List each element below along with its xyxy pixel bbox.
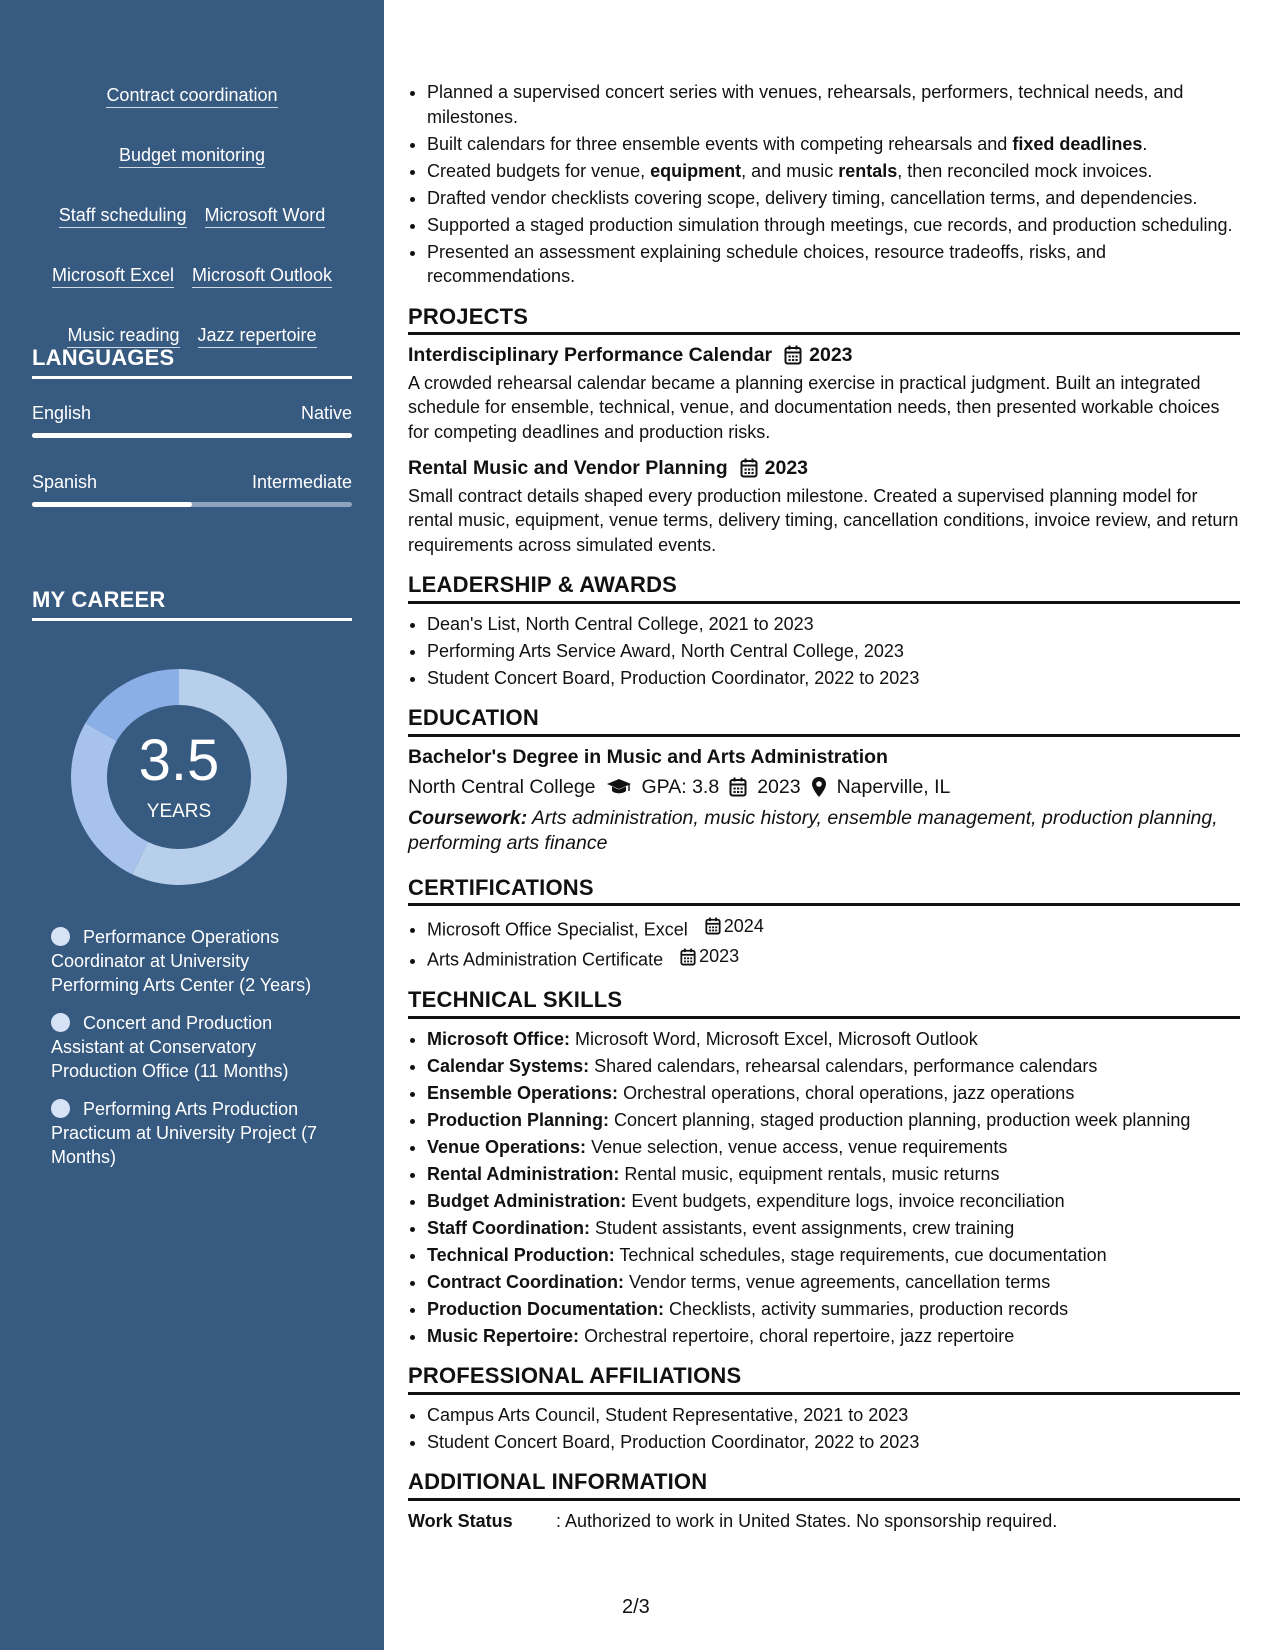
project-date bbox=[740, 456, 808, 481]
list-item: • Student Concert Board, Production Coordinator, 2022 to 2023 bbox=[427, 666, 1240, 691]
technical-skill-item bbox=[427, 1243, 1240, 1268]
degree-title: Bachelor's Degree in Music and Arts Administration bbox=[408, 745, 888, 768]
project-title: Interdisciplinary Performance Calendar bbox=[408, 344, 773, 366]
technical-skill-label: Production Planning: bbox=[427, 1109, 609, 1130]
career-years-label: YEARS bbox=[146, 801, 212, 822]
certification-name: Microsoft Office Specialist, Excel bbox=[427, 919, 688, 940]
technical-skill-item bbox=[427, 1108, 1240, 1133]
main-content bbox=[408, 80, 1240, 1533]
technical-skill-value: Concert planning, staged production planning, production week planning bbox=[614, 1109, 1191, 1130]
career-item bbox=[51, 925, 331, 997]
certification-name: Arts Administration Certificate bbox=[427, 949, 664, 970]
technical-skill-value: Venue selection, venue access, venue requirements bbox=[591, 1136, 1008, 1157]
list-item: • Campus Arts Council, Student Representative, 2021 to 2023 bbox=[427, 1403, 1240, 1428]
technical-skill-item bbox=[427, 1054, 1240, 1079]
project-date bbox=[784, 343, 852, 368]
project-title: Rental Music and Vendor Planning bbox=[408, 457, 728, 479]
career-item bbox=[51, 1097, 331, 1169]
leadership-list bbox=[408, 612, 1240, 691]
technical-skill-label: Staff Coordination: bbox=[427, 1217, 590, 1238]
experience-bullets bbox=[408, 80, 1240, 289]
certifications-list bbox=[408, 914, 1240, 972]
certification-year: 2024 bbox=[723, 916, 764, 936]
skills-tag-list bbox=[28, 84, 356, 348]
language-proficiency-bar bbox=[32, 433, 352, 438]
project-description: Small contract details shaped every production milestone. Created a supervised planning model for rental music, equipment, venue terms, delivery timing, cancellation conditions, invoice review, and return requirements across simulated events. bbox=[408, 485, 1239, 555]
skill-tag: Microsoft Outlook bbox=[192, 264, 332, 288]
languages-heading: LANGUAGES bbox=[32, 345, 352, 379]
skill-tag: Budget monitoring bbox=[119, 144, 265, 168]
skill-tag: Microsoft Word bbox=[205, 204, 326, 228]
school-name: North Central College bbox=[408, 776, 596, 798]
technical-skill-value: Event budgets, expenditure logs, invoice reconciliation bbox=[631, 1190, 1065, 1211]
project-description: A crowded rehearsal calendar became a planning exercise in practical judgment. Built an integrated schedule for ensemble, technical, venue, and documentation needs, then presented workable choices for competing deadlines and production risks. bbox=[408, 372, 1220, 442]
sidebar bbox=[0, 0, 384, 1650]
language-level: Intermediate bbox=[251, 472, 352, 492]
education-heading: EDUCATION bbox=[408, 706, 1240, 737]
skill-tag: Jazz repertoire bbox=[198, 324, 317, 348]
language-name: Spanish bbox=[32, 472, 98, 492]
technical-skill-value: Student assistants, event assignments, crew training bbox=[595, 1217, 1015, 1238]
additional-info-heading: ADDITIONAL INFORMATION bbox=[408, 1470, 1240, 1501]
language-proficiency-bar bbox=[32, 502, 352, 507]
technical-skill-value: Orchestral operations, choral operations, jazz operations bbox=[623, 1082, 1075, 1103]
certification-year: 2023 bbox=[699, 946, 740, 967]
language-level: Native bbox=[300, 403, 352, 423]
coursework-text: Arts administration, music history, ensemble management, production planning, performing arts finance bbox=[408, 806, 1218, 854]
language-proficiency-fill bbox=[32, 502, 192, 507]
bullet-dot-icon bbox=[51, 1099, 70, 1118]
technical-skills-list bbox=[408, 1027, 1240, 1349]
page-number: 2/3 bbox=[622, 1596, 650, 1618]
calendar-icon bbox=[705, 917, 721, 935]
technical-skill-item bbox=[427, 1081, 1240, 1106]
work-status-row bbox=[408, 1509, 1240, 1534]
map-pin-icon bbox=[811, 776, 827, 798]
certification-date bbox=[680, 944, 739, 969]
language-proficiency-fill bbox=[32, 433, 352, 438]
technical-skill-label: Microsoft Office: bbox=[427, 1028, 571, 1049]
list-item: • Performing Arts Service Award, North Central College, 2023 bbox=[427, 639, 1240, 664]
location-text: Naperville, IL bbox=[836, 776, 951, 798]
list-item: • Built calendars for three ensemble events with competing rehearsals and fixed deadlines. bbox=[427, 132, 1240, 157]
list-item: • Created budgets for venue, equipment, and music rentals, then reconciled mock invoices. bbox=[427, 159, 1240, 184]
technical-skill-value: Orchestral repertoire, choral repertoire, jazz repertoire bbox=[584, 1325, 1015, 1346]
career-item-text: Performance Operations Coordinator at University Performing Arts Center (2 Years) bbox=[51, 927, 312, 995]
bullet-dot-icon bbox=[51, 927, 70, 946]
career-item-text: Concert and Production Assistant at Conservatory Production Office (11 Months) bbox=[51, 1013, 289, 1081]
language-name: English bbox=[32, 403, 92, 423]
technical-skill-label: Budget Administration: bbox=[427, 1190, 627, 1211]
calendar-icon bbox=[784, 345, 802, 365]
technical-skill-label: Ensemble Operations: bbox=[427, 1082, 619, 1103]
list-item: • Presented an assessment explaining schedule choices, resource tradeoffs, risks, and recommendations. bbox=[427, 240, 1240, 289]
list-item bbox=[427, 944, 1240, 972]
career-years-value: 3.5 bbox=[138, 728, 220, 793]
career-item bbox=[51, 1011, 331, 1083]
gpa-value: GPA: 3.8 bbox=[641, 776, 720, 798]
project-title-row bbox=[408, 343, 1240, 368]
list-item: • Supported a staged production simulation through meetings, cue records, and production scheduling. bbox=[427, 213, 1240, 238]
coursework-label: Coursework: bbox=[408, 806, 528, 829]
graduation-cap-icon bbox=[606, 778, 632, 796]
calendar-icon bbox=[740, 458, 758, 478]
skill-tag: Staff scheduling bbox=[59, 204, 187, 228]
skill-tag: Microsoft Excel bbox=[52, 264, 174, 288]
list-item: • Drafted vendor checklists covering scope, delivery timing, cancellation terms, and dependencies. bbox=[427, 186, 1240, 211]
bullet-dot-icon bbox=[51, 1013, 70, 1032]
technical-skill-item bbox=[427, 1135, 1240, 1160]
project-year: 2023 bbox=[809, 344, 853, 366]
technical-skill-value: Technical schedules, stage requirements, cue documentation bbox=[619, 1244, 1107, 1265]
calendar-icon bbox=[729, 777, 747, 797]
affiliations-list bbox=[408, 1403, 1240, 1455]
graduation-year: 2023 bbox=[757, 776, 801, 798]
technical-skill-label: Venue Operations: bbox=[427, 1136, 587, 1157]
technical-skill-label: Music Repertoire: bbox=[427, 1325, 580, 1346]
language-row-english bbox=[32, 403, 352, 424]
list-item: • Planned a supervised concert series with venues, rehearsals, performers, technical needs, and milestones. bbox=[427, 80, 1240, 129]
technical-skill-label: Production Documentation: bbox=[427, 1298, 664, 1319]
technical-skill-label: Contract Coordination: bbox=[427, 1271, 624, 1292]
technical-skill-value: Rental music, equipment rentals, music returns bbox=[624, 1163, 1000, 1184]
technical-skill-label: Rental Administration: bbox=[427, 1163, 620, 1184]
education-details bbox=[408, 775, 1240, 800]
certification-date bbox=[705, 914, 764, 939]
language-row-spanish bbox=[32, 472, 352, 493]
list-item bbox=[427, 914, 1240, 942]
technical-skill-item bbox=[427, 1216, 1240, 1241]
technical-skill-value: Microsoft Word, Microsoft Excel, Microsoft Outlook bbox=[575, 1028, 978, 1049]
career-heading: MY CAREER bbox=[32, 587, 352, 621]
projects-heading: PROJECTS bbox=[408, 305, 1240, 336]
technical-skill-label: Calendar Systems: bbox=[427, 1055, 590, 1076]
technical-skill-label: Technical Production: bbox=[427, 1244, 615, 1265]
technical-skill-item bbox=[427, 1297, 1240, 1322]
technical-skill-item bbox=[427, 1027, 1240, 1052]
list-item: • Student Concert Board, Production Coordinator, 2022 to 2023 bbox=[427, 1430, 1240, 1455]
list-item: • Dean's List, North Central College, 2021 to 2023 bbox=[427, 612, 1240, 637]
work-status-value: : Authorized to work in United States. No sponsorship required. bbox=[556, 1510, 1058, 1531]
career-item-text: Performing Arts Production Practicum at University Project (7 Months) bbox=[51, 1099, 318, 1167]
coursework bbox=[408, 806, 1240, 856]
skill-tag: Music reading bbox=[67, 324, 179, 348]
technical-skill-item bbox=[427, 1270, 1240, 1295]
technical-skill-value: Shared calendars, rehearsal calendars, performance calendars bbox=[594, 1055, 1098, 1076]
certifications-heading: CERTIFICATIONS bbox=[408, 876, 1240, 907]
technical-skill-item bbox=[427, 1162, 1240, 1187]
school-location bbox=[811, 775, 951, 800]
technical-skill-value: Checklists, activity summaries, production records bbox=[669, 1298, 1069, 1319]
gpa bbox=[606, 775, 720, 800]
technical-skills-heading: TECHNICAL SKILLS bbox=[408, 988, 1240, 1019]
technical-skill-item bbox=[427, 1324, 1240, 1349]
calendar-icon bbox=[680, 948, 696, 966]
technical-skill-value: Vendor terms, venue agreements, cancellation terms bbox=[629, 1271, 1051, 1292]
project-year: 2023 bbox=[764, 457, 809, 479]
leadership-heading: LEADERSHIP & AWARDS bbox=[408, 573, 1240, 604]
affiliations-heading: PROFESSIONAL AFFILIATIONS bbox=[408, 1364, 1240, 1395]
work-status-label: Work Status bbox=[408, 1510, 513, 1531]
graduation-date bbox=[729, 775, 800, 800]
technical-skill-item bbox=[427, 1189, 1240, 1214]
skill-tag: Contract coordination bbox=[106, 84, 277, 108]
donut-segment bbox=[101, 687, 179, 732]
project-title-row bbox=[408, 456, 1240, 481]
